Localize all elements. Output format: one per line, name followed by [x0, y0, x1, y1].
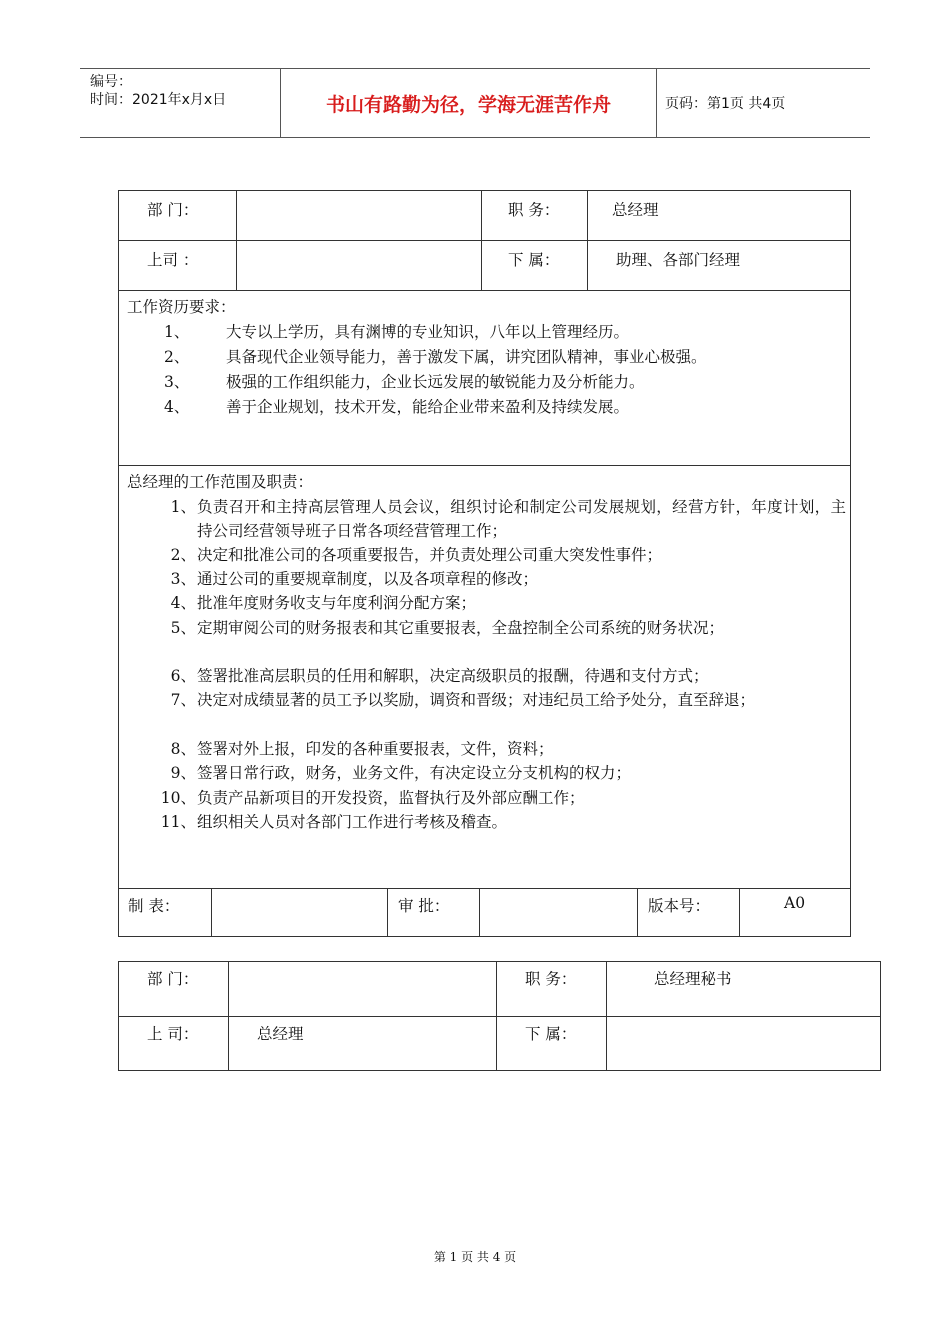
dept-label-cell: [119, 191, 236, 240]
subordinate-value-cell: [606, 1017, 880, 1070]
position-label: 职 务：: [508, 201, 560, 219]
superior-label-cell: [119, 1017, 228, 1070]
superior-value-cell: [236, 241, 481, 290]
made-by-value-cell: [211, 889, 387, 936]
duties-section: [119, 466, 850, 889]
position-value: 总经理秘书: [654, 970, 732, 988]
subordinate-label-cell: [496, 1017, 606, 1070]
list-item-text: 极强的工作组织能力，企业长远发展的敏锐能力及分析能力。: [226, 373, 645, 391]
subordinate-label: 下 属：: [508, 251, 560, 269]
dept-label: 部 门：: [147, 970, 199, 988]
subordinate-value: 助理、各部门经理: [616, 251, 741, 269]
list-item-number: 4、: [170, 594, 196, 612]
row-superior-subordinate: [119, 241, 850, 291]
approve-value-cell: [479, 889, 637, 936]
experience-requirements-section: [119, 291, 850, 466]
superior-value-cell: [228, 1017, 496, 1070]
list-item-number: 1、: [164, 323, 190, 341]
made-by-label: 制 表：: [128, 897, 180, 915]
version-value-cell: [739, 889, 850, 936]
header-slogan: 书山有路勤为径，学海无涯苦作舟: [280, 69, 657, 137]
job-description-table-gm-secretary: [118, 961, 881, 1071]
list-item-number: 2、: [170, 546, 196, 564]
list-item-text: 定期审阅公司的财务报表和其它重要报表，全盘控制全公司系统的财务状况；: [197, 619, 725, 637]
list-item: [164, 395, 629, 417]
list-item-text: 决定和批准公司的各项重要报告，并负责处理公司重大突发性事件；: [197, 546, 663, 564]
list-item-number: 3、: [170, 570, 196, 588]
position-label-cell: [496, 962, 606, 1016]
list-item-text: 签署日常行政，财务，业务文件，有决定设立分支机构的权力；: [197, 764, 632, 782]
superior-value: 总经理: [257, 1025, 304, 1043]
approve-label-cell: [387, 889, 479, 936]
list-item-text: 签署对外上报，印发的各种重要报表，文件，资料；: [197, 740, 554, 758]
list-item-number: 7、: [170, 691, 196, 709]
dept-value-cell: [236, 191, 481, 240]
list-item-number: 11、: [160, 813, 196, 831]
position-value: 总经理: [612, 201, 659, 219]
experience-title: 工作资历要求：: [127, 298, 236, 316]
list-item-number: 10、: [160, 789, 196, 807]
list-item: [164, 370, 645, 392]
list-item-text: 大专以上学历，具有渊博的专业知识，八年以上管理经历。: [226, 323, 630, 341]
list-item-number: 1、: [170, 498, 196, 516]
version-label-cell: [637, 889, 739, 936]
list-item-text: 组织相关人员对各部门工作进行考核及稽查。: [197, 813, 508, 831]
page-footer: 第 1 页 共 4 页: [433, 1250, 517, 1264]
made-by-label-cell: [119, 889, 211, 936]
document-header: [80, 68, 870, 138]
list-item-number: 5、: [170, 619, 196, 637]
superior-label: 上司 ：: [147, 251, 199, 269]
position-value-cell: [587, 191, 850, 240]
version-label: 版本号：: [648, 897, 711, 915]
number-label: 编号：: [90, 74, 132, 90]
list-item-text: 签署批准高层职员的任用和解职，决定高级职员的报酬，待遇和支付方式；: [197, 667, 709, 685]
list-item-text: 批准年度财务收支与年度利润分配方案；: [197, 594, 477, 612]
dept-label-cell: [119, 962, 228, 1016]
list-item-number: 3、: [164, 373, 190, 391]
duties-title: 总经理的工作范围及职责：: [127, 473, 314, 491]
position-label: 职 务：: [525, 970, 577, 988]
subordinate-label-cell: [481, 241, 587, 290]
position-value-cell: [606, 962, 880, 1016]
list-item: [164, 320, 629, 342]
list-item-number: 2、: [164, 348, 190, 366]
job-description-table-general-manager: [118, 190, 851, 937]
list-item: [164, 345, 707, 367]
header-page-info: 页码：第1页 共4页: [665, 96, 786, 112]
row-superior-subordinate: [119, 1017, 880, 1070]
superior-label: 上 司：: [147, 1025, 199, 1043]
approve-label: 审 批：: [398, 897, 450, 915]
list-item-number: 9、: [170, 764, 196, 782]
superior-label-cell: [119, 241, 236, 290]
list-item-number: 8、: [170, 740, 196, 758]
list-item-text: 决定对成绩显著的员工予以奖励，调资和晋级；对违纪员工给予处分，直至辞退；: [197, 691, 756, 709]
row-dept-position: [119, 191, 850, 241]
row-signoff: [119, 889, 850, 936]
list-item-text: 通过公司的重要规章制度，以及各项章程的修改；: [197, 570, 539, 588]
row-dept-position: [119, 962, 880, 1017]
dept-label: 部 门：: [147, 201, 199, 219]
position-label-cell: [481, 191, 587, 240]
list-item-number: 4、: [164, 398, 190, 416]
list-item-text: 善于企业规划，技术开发，能给企业带来盈利及持续发展。: [226, 398, 630, 416]
list-item: [156, 495, 846, 543]
list-item-number: 6、: [170, 667, 196, 685]
subordinate-value-cell: [587, 241, 850, 290]
subordinate-label: 下 属：: [525, 1025, 577, 1043]
dept-value-cell: [228, 962, 496, 1016]
time-label: 时间：2021年x月x日: [90, 92, 227, 108]
header-meta: [80, 69, 280, 137]
version-value: A0: [784, 894, 806, 912]
list-item-text: 负责产品新项目的开发投资，监督执行及外部应酬工作；: [197, 789, 585, 807]
list-item-text: 负责召开和主持高层管理人员会议，组织讨论和制定公司发展规划，经营方针，年度计划，主持公司经营领导班子日常各项经营管理工作；: [197, 498, 846, 540]
list-item-text: 具备现代企业领导能力，善于激发下属，讲究团队精神，事业心极强。: [226, 348, 707, 366]
